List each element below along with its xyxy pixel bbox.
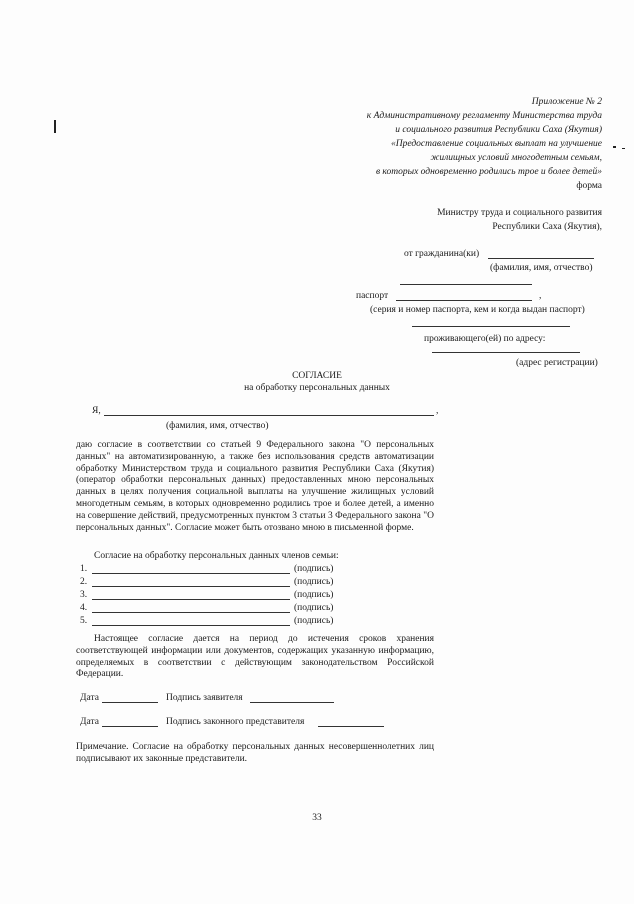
scan-mark-right bbox=[613, 146, 616, 148]
family-row-line bbox=[92, 625, 290, 626]
passport-label: паспорт bbox=[356, 291, 389, 301]
family-row-line bbox=[92, 599, 290, 600]
consent-fio-line bbox=[104, 415, 434, 416]
family-row-line bbox=[92, 573, 290, 574]
form-label: форма bbox=[576, 181, 602, 191]
family-row-num: 3. bbox=[80, 590, 88, 600]
consent-fio-hint: (фамилия, имя, отчество) bbox=[166, 421, 269, 431]
rep-sign-label: Подпись законного представителя bbox=[166, 717, 305, 727]
passport-line bbox=[396, 300, 532, 301]
scan-mark-right2 bbox=[622, 148, 625, 149]
consent-subtitle: на обработку персональных данных bbox=[244, 383, 390, 393]
family-row-line bbox=[92, 586, 290, 587]
applicant-sign-label: Подпись заявителя bbox=[166, 693, 243, 703]
scan-mark-left bbox=[54, 120, 56, 133]
appendix-line-3: и социального развития Республики Саха (Якутия) bbox=[395, 125, 602, 135]
family-row-sign: (подпись) bbox=[294, 564, 334, 574]
consent-body: даю согласие в соответствии со статьей 9 Федерального закона "О персональных данных" на автоматизированную, а также без использования средств автоматизации обработку Министерством труда и социального развития Республики Саха (Якутия) (оператор обработки персональных данных) предоставленных мною персональных данных в целях получения социальной выплаты на улучшение жилищных условий многодетным семьям, в которых одновременно родились трое и более детей, а именно на совершение действий, предусмотренных пунктом 3 статьи 3 Федерального закона "О персональных данных". Согласие может быть отозвано мною в письменной форме. bbox=[76, 440, 434, 533]
date-line bbox=[102, 702, 158, 703]
family-row-sign: (подпись) bbox=[294, 590, 334, 600]
applicant-name-line-2 bbox=[400, 284, 532, 285]
family-label: Согласие на обработку персональных данных членов семьи: bbox=[94, 551, 339, 561]
appendix-line-4: «Предоставление социальных выплат на улучшение bbox=[391, 139, 602, 149]
family-row-num: 2. bbox=[80, 577, 88, 587]
applicant-fio-hint: (фамилия, имя, отчество) bbox=[490, 263, 593, 273]
family-row-line bbox=[92, 612, 290, 613]
family-row-sign: (подпись) bbox=[294, 616, 334, 626]
rep-sign-line bbox=[318, 726, 384, 727]
passport-line-2 bbox=[412, 326, 570, 327]
family-row-sign: (подпись) bbox=[294, 577, 334, 587]
appendix-line-5: жилищных условий многодетным семьям, bbox=[430, 153, 602, 163]
address-hint: (адрес регистрации) bbox=[516, 358, 598, 368]
page-number: 33 bbox=[312, 813, 322, 823]
family-row-num: 5. bbox=[80, 616, 88, 626]
passport-comma: , bbox=[539, 291, 542, 301]
recipient-line-2: Республики Саха (Якутия), bbox=[492, 222, 602, 232]
family-row-num: 1. bbox=[80, 564, 88, 574]
applicant-name-line bbox=[488, 258, 594, 259]
residing-label: проживающего(ей) по адресу: bbox=[424, 334, 546, 344]
appendix-line-6: в которых одновременно родились трое и более детей» bbox=[375, 167, 602, 177]
passport-hint: (серия и номер паспорта, кем и когда выдан паспорт) bbox=[370, 305, 585, 315]
date-label-2: Дата bbox=[80, 717, 99, 727]
family-row-sign: (подпись) bbox=[294, 603, 334, 613]
appendix-line-1: Приложение № 2 bbox=[531, 97, 602, 107]
date-line-2 bbox=[102, 726, 158, 727]
from-label: от гражданина(ки) bbox=[404, 249, 480, 259]
family-row-num: 4. bbox=[80, 603, 88, 613]
period-text: Настоящее согласие дается на период до истечения сроков хранения соответствующей информации или документов, содержащих указанную информацию, определяемых в соответствии с действующим законодательством Российской Федерации. bbox=[76, 634, 434, 680]
i-label: Я, bbox=[92, 406, 101, 416]
recipient-line-1: Министру труда и социального развития bbox=[437, 208, 602, 218]
appendix-line-2: к Административному регламенту Министерства труда bbox=[366, 111, 602, 121]
note-text: Примечание. Согласие на обработку персональных данных несовершеннолетних лиц подписывают их законные представители. bbox=[76, 742, 434, 764]
consent-title: СОГЛАСИЕ bbox=[292, 371, 342, 381]
date-label: Дата bbox=[80, 693, 99, 703]
address-line bbox=[432, 352, 580, 353]
applicant-sign-line bbox=[250, 702, 334, 703]
i-comma: , bbox=[436, 406, 439, 416]
